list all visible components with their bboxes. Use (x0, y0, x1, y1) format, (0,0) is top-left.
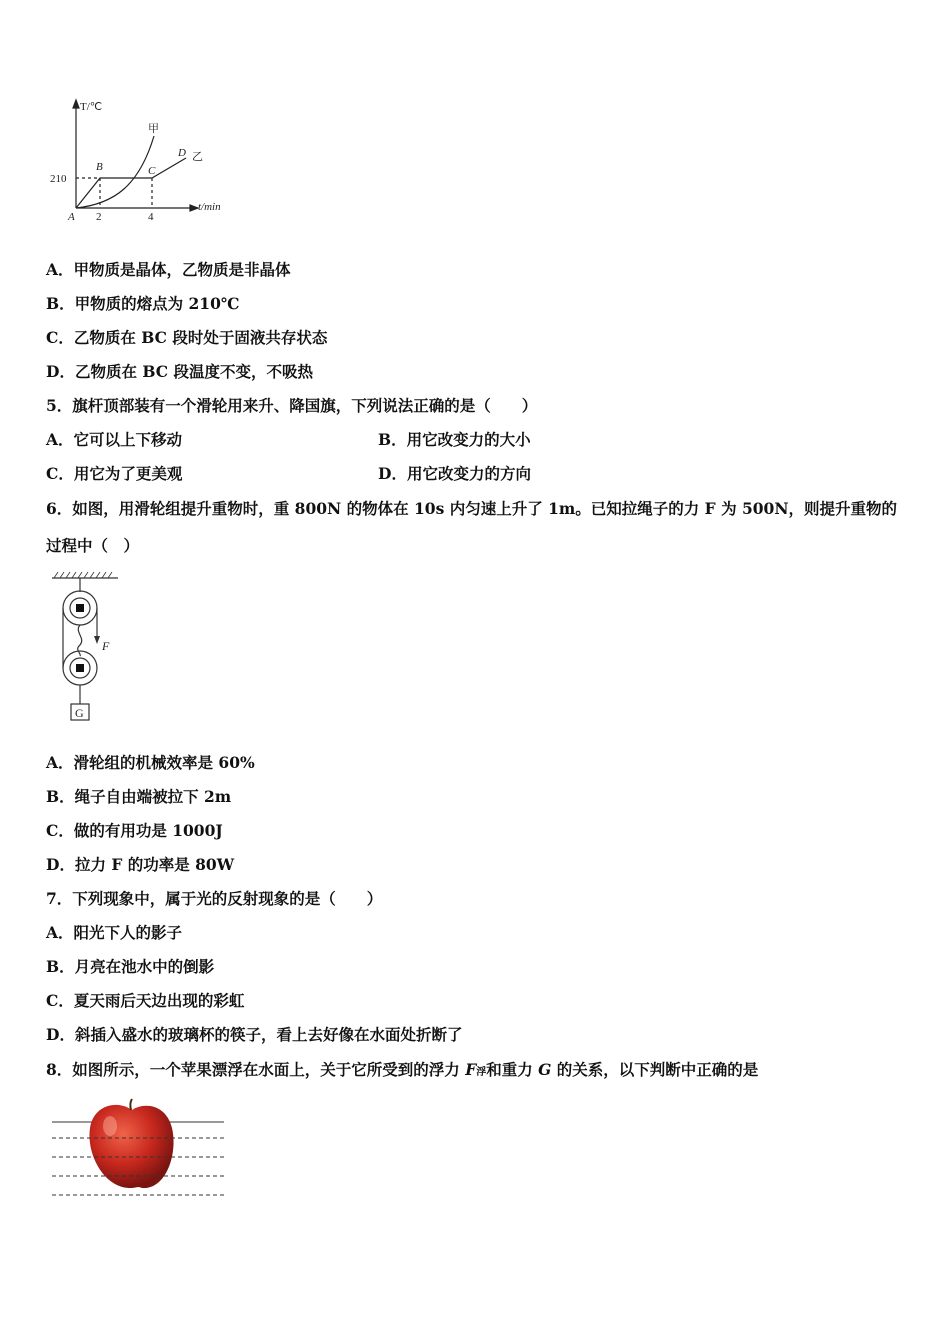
point-a-label: A (68, 211, 75, 223)
q6-option-b: B．绳子自由端被拉下 2m (46, 787, 232, 806)
y-axis-label: T/℃ (80, 101, 103, 113)
q8-subscript-fu: 浮 (476, 1067, 487, 1078)
q7-option-b: B．月亮在池水中的倒影 (46, 957, 215, 976)
q8-symbol-f: F (465, 1060, 477, 1079)
x-tick-4: 4 (148, 211, 154, 223)
ceiling-hatch (54, 572, 112, 578)
y-tick-210: 210 (50, 173, 67, 185)
q7-option-d: D．斜插入盛水的玻璃杯的筷子，看上去好像在水面处折断了 (46, 1025, 463, 1044)
q6-stem-line2: 过程中（ ） (46, 536, 140, 555)
q4-option-c: C．乙物质在 BC 段时处于固液共存状态 (46, 328, 328, 347)
q5-option-a: A．它可以上下移动 (46, 430, 183, 449)
curve-yi-label: 乙 (192, 151, 203, 163)
q4-option-d: D．乙物质在 BC 段温度不变，不吸热 (46, 362, 313, 381)
apple-stem (130, 1099, 132, 1110)
q7-stem: 7．下列现象中，属于光的反射现象的是（ ） (46, 889, 383, 908)
q5-option-b: B．用它改变力的大小 (378, 430, 531, 449)
q8-stem-mid: 和重力 (486, 1060, 539, 1079)
q6-option-c: C．做的有用功是 1000J (46, 821, 223, 840)
floating-apple-figure (48, 1096, 228, 1206)
q8-stem (46, 1060, 758, 1083)
force-arrow (94, 636, 100, 644)
q6-option-d: D．拉力 F 的功率是 80W (46, 855, 235, 874)
q5-stem: 5．旗杆顶部装有一个滑轮用来升、降国旗，下列说法正确的是（ ） (46, 396, 538, 415)
q5-option-d: D．用它改变力的方向 (378, 464, 531, 483)
q5-option-c: C．用它为了更美观 (46, 464, 183, 483)
q4-option-a: A．甲物质是晶体，乙物质是非晶体 (46, 260, 291, 279)
q4-option-b: B．甲物质的熔点为 210℃ (46, 294, 240, 313)
pulley-system-figure (48, 570, 128, 730)
point-b-label: B (96, 161, 103, 173)
apple-highlight (103, 1116, 117, 1136)
x-tick-2: 2 (96, 211, 102, 223)
force-label: F (102, 639, 110, 653)
x-axis-arrow (190, 205, 198, 211)
weight-label: G (75, 706, 84, 720)
curve-jia (76, 136, 154, 208)
q8-stem-post: 的关系，以下判断中正确的是 (551, 1060, 759, 1079)
q7-option-c: C．夏天雨后天边出现的彩虹 (46, 991, 245, 1010)
q7-option-a: A．阳光下人的影子 (46, 923, 183, 942)
point-d-label: D (178, 147, 186, 159)
q8-symbol-g: G (538, 1060, 552, 1079)
x-axis-label: t/min (198, 201, 221, 213)
temperature-time-graph (44, 96, 244, 226)
point-c-label: C (148, 165, 156, 177)
y-axis-arrow (73, 100, 79, 108)
curve-jia-label: 甲 (148, 123, 159, 135)
q6-option-a: A．滑轮组的机械效率是 60% (46, 753, 255, 772)
q6-stem-line1: 6．如图，用滑轮组提升重物时，重 800N 的物体在 10s 内匀速上升了 1m。已知拉绳子的力 F 为 500N，则提升重物的 (46, 499, 897, 518)
curve-yi (76, 158, 186, 208)
q8-stem-pre: 8．如图所示，一个苹果漂浮在水面上，关于它所受到的浮力 (46, 1060, 466, 1079)
